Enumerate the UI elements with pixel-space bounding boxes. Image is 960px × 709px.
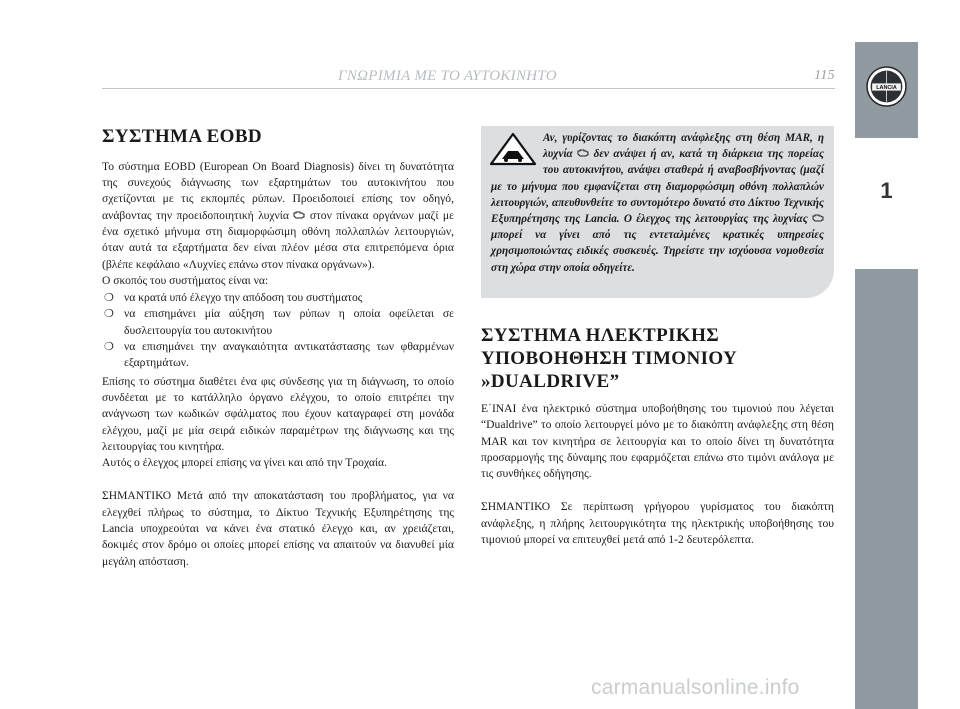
- eobd-bullet-list: [102, 290, 454, 371]
- engine-warning-icon: [293, 210, 305, 220]
- list-item: ❍ να επισημάνει την αναγκαιότητα αντικατάστασης των φθαρμένων εξαρτημάτων.: [104, 340, 454, 370]
- lancia-logo-icon: [866, 66, 907, 107]
- warning-text-2: δεν ανάψει ή αν, κατά τη διάρκεια της πορείας του αυτοκινήτου, ανάψει σταθερά ή αναβοσβήνοντας (μαζί με το μήνυμα που εμφανίζεται στη διαμορφώσιμη οθόνη πολλαπλών λειτουργιών, απευθυνθείτε το συντομότερο δυνατό στο Δίκτυο Τεχνικής Εξυπηρέτησης της Lancia. Ο έλεγχος της λειτουργίας της λυχνίας: [491, 148, 825, 226]
- list-item: ❍ να επισημάνει μία αύξηση των ρύπων η οποία οφείλεται σε δυσλειτουργία του αυτοκινήτου: [104, 307, 454, 337]
- warning-box: [481, 126, 834, 298]
- dualdrive-body: [481, 401, 834, 548]
- bullet-mark: ❍: [104, 308, 114, 321]
- eobd-section: [102, 126, 454, 570]
- eobd-purpose: Ο σκοπός του συστήματος είναι να:: [102, 273, 269, 287]
- spacer: [102, 471, 454, 488]
- bullet-mark: ❍: [104, 292, 114, 305]
- dualdrive-para-1: Ε΄ΙΝΑΙ ένα ηλεκτρικό σύστημα υποβοήθησης του τιμονιού που λέγεται “Dualdrive” το οποίο λειτουργεί μόνο με το διακόπτη ανάφλεξης στη θέση MAR και τον κινητήρα σε λειτουργία και το οποίο δίνει τη δυνατότητα προσαρμογής της δύναμης που εφαρμόζεται επάνω στο τιμόνι ανάλογα με τις συνθήκες οδήγησης.: [481, 402, 834, 481]
- eobd-body: [102, 159, 454, 570]
- list-item: ❍ να κρατά υπό έλεγχο την απόδοση του συστήματος: [102, 290, 454, 306]
- eobd-connector: Επίσης το σύστημα διαθέτει ένα φις σύνδεσης για τη διάγνωση, το οποίο συνδέεται με το κατάλληλο όργανο ελέγχου, το οποίο επιτρέπει την ανάγνωση των κωδικών σφάλματος που έχουν καταγραφεί στη μονάδα ελέγχου, μαζί με μία σειρά ειδικών παραμέτρων της διάγνωσης και της λειτουργίας του κινητήρα.: [102, 374, 454, 453]
- watermark: carmanualsonline.info: [591, 676, 800, 699]
- eobd-police: Αυτός ο έλεγχος μπορεί επίσης να γίνει και από την Τροχαία.: [102, 456, 388, 470]
- header-rule: [102, 88, 835, 89]
- spacer: [481, 482, 834, 499]
- engine-warning-icon: [812, 213, 824, 223]
- chapter-number: 1: [880, 178, 893, 203]
- eobd-title: ΣΥΣΤΗΜΑ EOBD: [102, 126, 263, 147]
- bullet-mark: ❍: [104, 341, 114, 354]
- dualdrive-para-2: ΣΗΜΑΝΤΙΚΟ Σε περίπτωση γρήγορου γυρίσματος του διακόπτη ανάφλεξης, η πλήρης λειτουργικότητα της ηλεκτρικής υποβοήθησης του τιμονιού μπορεί να επιτευχθεί μετά από 1-2 δευτερόλεπτα.: [481, 500, 834, 547]
- chapter-sidebar: [855, 42, 918, 709]
- dualdrive-section: [481, 324, 834, 548]
- dualdrive-title: ΣΥΣΤΗΜΑ ΗΛΕΚΤΡΙΚΗΣ ΥΠΟΒΟΗΘΗΣΗ ΤΙΜΟΝΙΟΥ »DUALDRIVE”: [481, 325, 738, 392]
- logo-text: LANCIA: [876, 85, 897, 92]
- warning-text-1: Αν, γυρίζοντας το διακόπτη ανάφλεξης στη θέση MAR, η λυχνία: [543, 132, 824, 161]
- eobd-intro: Το σύστημα EOBD (European On Board Diagnosis) δίνει τη δυνατότητα της συνεχούς διάγνωσης των εξαρτημάτων του αυτοκινήτου που σχετίζονται με τις εκπομπές ρύπων. Προειδοποιεί επίσης τον οδηγό, ανάβοντας την προειδοποιητική λυχνία στον πίνακα οργάνων μαζί με ένα σχετικό μήνυμα στη διαμορφώσιμη οθόνη πολλαπλών λειτουργιών, όταν αυτά τα εξαρτήματα δεν είναι πλέον μέσα στα επιτρεπόμενα όρια (βλέπε κεφάλαιο «Λυχνίες επάνω στον πίνακα οργάνων»).: [102, 159, 454, 271]
- header-title: ΓΝΩΡΙΜΙΑ ΜΕ ΤΟ ΑΥΤΟΚΙΝΗΤΟ: [338, 68, 557, 84]
- engine-warning-icon: [577, 148, 589, 158]
- page-number: 115: [814, 68, 835, 83]
- eobd-important: ΣΗΜΑΝΤΙΚΟ Μετά από την αποκατάσταση του προβλήματος, για να ελεγχθεί πλήρως το σύστημα, το Δίκτυο Τεχνικής Εξυπηρέτησης της Lancia υποχρεούται να κάνει ένα στατικό έλεγχο και, αν χρειάζεται, δοκιμές στον δρόμο οι οποίες μπορεί επίσης να απαιτούν να διανυθεί μία μεγάλη απόσταση.: [102, 489, 454, 568]
- warning-text-3: μπορεί να γίνει από τις εντεταλμένες κρατικές υπηρεσίες χρησιμοποιώντας ειδικές συσκευές. Τηρείστε την ισχύουσα νομοθεσία στη χώρα στην οποία οδηγείτε.: [491, 229, 824, 274]
- running-header: [338, 68, 835, 85]
- warning-triangle-icon: [489, 132, 537, 166]
